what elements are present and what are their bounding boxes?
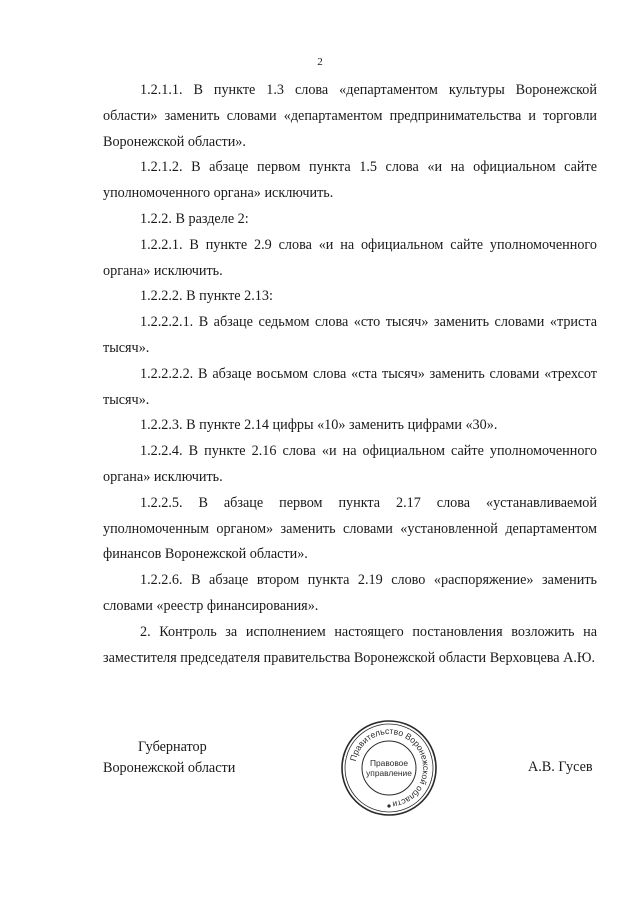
signer-name: А.В. Гусев bbox=[528, 759, 593, 775]
paragraph-1-2-2-1: 1.2.2.1. В пункте 2.9 слова «и на официальном сайте уполномоченного органа» исключить. bbox=[103, 236, 597, 279]
paragraph-1-2-2-2-1: 1.2.2.2.1. В абзаце седьмом слова «сто тысяч» заменить словами «триста тысяч». bbox=[103, 314, 597, 356]
paragraph-1-2-2-3: 1.2.2.3. В пункте 2.14 цифры «10» заменить цифрами «30». bbox=[140, 417, 498, 434]
paragraph-1-2-2: 1.2.2. В разделе 2: bbox=[140, 210, 249, 227]
stamp-ring-text: Правительство Воронежской области bbox=[347, 725, 432, 810]
paragraph-1-2-1-2: 1.2.1.2. В абзаце первом пункта 1.5 слова «и на официальном сайте уполномоченного органа» исключить. bbox=[103, 159, 597, 202]
document-body bbox=[103, 78, 597, 671]
paragraph-1-2-2-2: 1.2.2.2. В пункте 2.13: bbox=[140, 288, 273, 305]
paragraph-1-2-2-2-2: 1.2.2.2.2. В абзаце восьмом слова «ста тысяч» заменить словами «трехсот тысяч». bbox=[103, 365, 597, 408]
paragraph-1-2-2-4: 1.2.2.4. В пункте 2.16 слова «и на официальном сайте уполномоченного органа» исключить. bbox=[103, 443, 597, 485]
signer-title-line2: Воронежской области bbox=[103, 760, 236, 776]
paragraph-1-2-2-5: 1.2.2.5. В абзаце первом пункта 2.17 слова «устанавливаемой уполномоченным органом» заменить словами «установленной департаментом финансов Воронежской области». bbox=[103, 494, 597, 563]
stamp-center-line2: управление bbox=[366, 768, 412, 778]
paragraph-1-2-2-6: 1.2.2.6. В абзаце втором пункта 2.19 слово «распоряжение» заменить словами «реестр финансирования». bbox=[103, 572, 597, 614]
signer-title-line1: Губернатор bbox=[138, 739, 207, 755]
page-number: 2 bbox=[317, 56, 323, 68]
legal-department-stamp bbox=[339, 718, 439, 818]
signer-title bbox=[103, 737, 235, 779]
stamp-center-line1: Правовое bbox=[369, 758, 409, 768]
stamp-star-mark bbox=[387, 804, 390, 807]
paragraph-2-control: 2. Контроль за исполнением настоящего постановления возложить на заместителя председателя правительства Воронежской области Верховцева А.Ю. bbox=[103, 623, 597, 666]
paragraph-1-2-1-1: 1.2.1.1. В пункте 1.3 слова «департаментом культуры Воронежской области» заменить словами «департаментом предпринимательства и торговли Воронежской области». bbox=[103, 82, 597, 150]
